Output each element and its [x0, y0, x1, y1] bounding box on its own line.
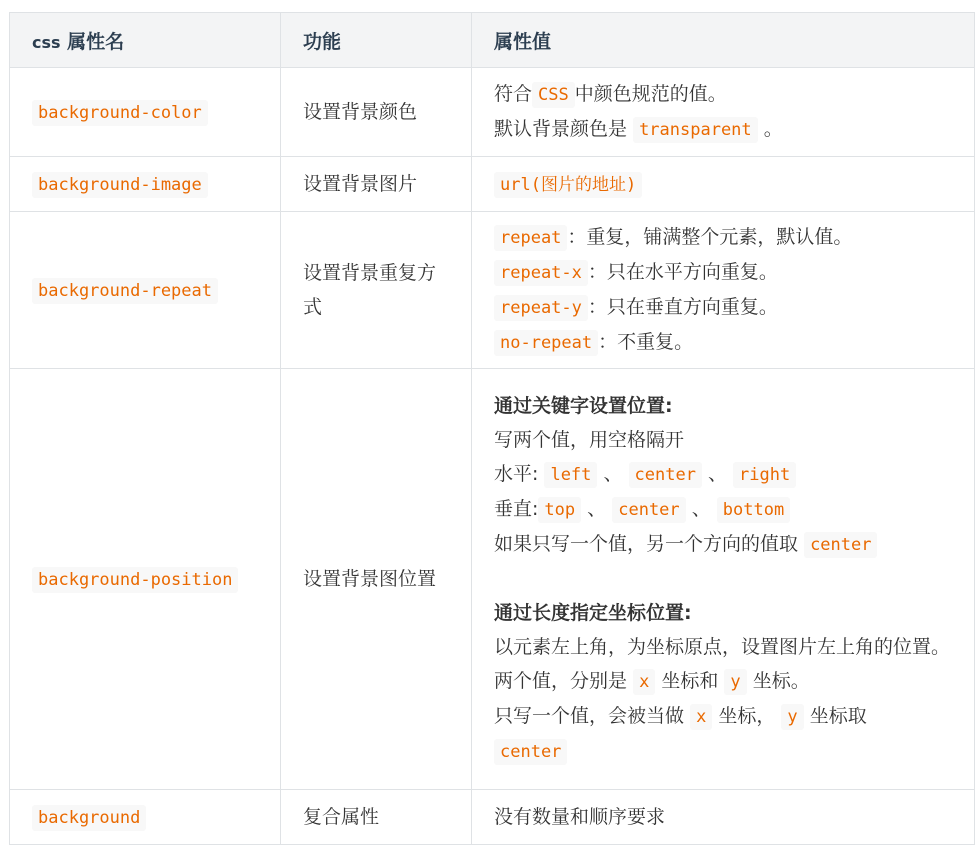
inline-code: center: [804, 532, 877, 558]
property-code: background-image: [32, 172, 208, 198]
table-row: [10, 790, 975, 845]
section-heading: 通过长度指定坐标位置:: [494, 602, 692, 624]
value-text: 默认背景颜色是: [494, 118, 628, 140]
header-function: 功能: [281, 13, 472, 68]
value-cell: [472, 157, 975, 212]
property-name-cell: [10, 790, 281, 845]
header-value: 属性值: [472, 13, 975, 68]
value-cell: [472, 369, 975, 790]
value-line: [494, 664, 952, 699]
value-text: 符合: [494, 83, 533, 105]
inline-code: no-repeat: [494, 330, 598, 356]
value-text: 中颜色规范的值。: [574, 83, 727, 105]
value-line: [494, 325, 952, 360]
inline-code: y: [724, 669, 746, 695]
table-row: [10, 68, 975, 157]
value-line: [494, 220, 952, 255]
property-name-cell: [10, 369, 281, 790]
separator: 、: [603, 463, 623, 485]
property-name-cell: [10, 157, 281, 212]
inline-code: CSS: [532, 82, 575, 108]
property-code: background-color: [32, 100, 208, 126]
separator: 、: [707, 463, 727, 485]
value-line: 以元素左上角，为坐标原点，设置图片左上角的位置。: [494, 636, 951, 658]
property-name-cell: [10, 68, 281, 157]
css-background-properties-table: [9, 12, 975, 845]
inline-code: x: [633, 669, 655, 695]
value-line: [494, 77, 952, 112]
value-cell: [472, 68, 975, 157]
section-heading: 通过关键字设置位置:: [494, 395, 673, 417]
property-code: background-repeat: [32, 278, 218, 304]
value-text: 水平:: [494, 463, 539, 485]
value-line: [494, 290, 952, 325]
inline-code: left: [544, 462, 597, 488]
property-code: background: [32, 805, 146, 831]
inline-code: center: [612, 497, 685, 523]
inline-code: center: [494, 739, 567, 765]
value-text: ：重复，铺满整个元素，默认值。: [567, 226, 853, 248]
value-text: 坐标取: [809, 705, 867, 727]
value-line: [494, 527, 952, 562]
value-line: [494, 492, 952, 527]
spacer: [494, 562, 952, 596]
inline-code: bottom: [717, 497, 790, 523]
separator: 、: [691, 498, 711, 520]
inline-code: y: [781, 704, 803, 730]
value-line: [494, 112, 952, 147]
inline-code: repeat-y: [494, 295, 588, 321]
property-name-cell: [10, 212, 281, 369]
value-line: [494, 255, 952, 290]
value-cell: [472, 212, 975, 369]
inline-code: right: [733, 462, 796, 488]
value-text: 只写一个值，会被当做: [494, 705, 685, 727]
value-text: 垂直:: [494, 498, 539, 520]
header-property-name: [10, 13, 281, 68]
inline-code: x: [690, 704, 712, 730]
value-text: 。: [763, 118, 783, 140]
table-container: [9, 12, 975, 845]
value-text: ：不重复。: [598, 331, 694, 353]
table-header-row: [10, 13, 975, 68]
value-text: ：只在垂直方向重复。: [587, 296, 778, 318]
value-text: 坐标。: [752, 670, 810, 692]
function-cell: 复合属性: [281, 790, 472, 845]
function-cell: 设置背景图片: [281, 157, 472, 212]
function-cell: 设置背景颜色: [281, 68, 472, 157]
value-text: 坐标，: [718, 705, 776, 727]
value-text: 两个值，分别是: [494, 670, 628, 692]
function-cell: 设置背景图位置: [281, 369, 472, 790]
inline-code: repeat: [494, 225, 567, 251]
inline-code: center: [629, 462, 702, 488]
function-cell: 设置背景重复方式: [281, 212, 472, 369]
value-cell: 没有数量和顺序要求: [472, 790, 975, 845]
value-text: 坐标和: [661, 670, 719, 692]
inline-code: top: [538, 497, 581, 523]
header-css-prefix: css: [32, 32, 61, 52]
value-text: ：只在水平方向重复。: [587, 261, 778, 283]
inline-code: transparent: [633, 117, 758, 143]
value-line: 写两个值，用空格隔开: [494, 429, 685, 451]
property-code: background-position: [32, 567, 238, 593]
value-line: [494, 734, 952, 769]
table-row: [10, 369, 975, 790]
value-text: 如果只写一个值，另一个方向的值取: [494, 533, 799, 555]
separator: 、: [587, 498, 607, 520]
value-line: [494, 457, 952, 492]
table-row: [10, 157, 975, 212]
inline-code: url(图片的地址): [494, 172, 642, 198]
table-row: [10, 212, 975, 369]
header-col1-label: 属性名: [67, 30, 125, 53]
inline-code: repeat-x: [494, 260, 588, 286]
value-line: [494, 699, 952, 734]
